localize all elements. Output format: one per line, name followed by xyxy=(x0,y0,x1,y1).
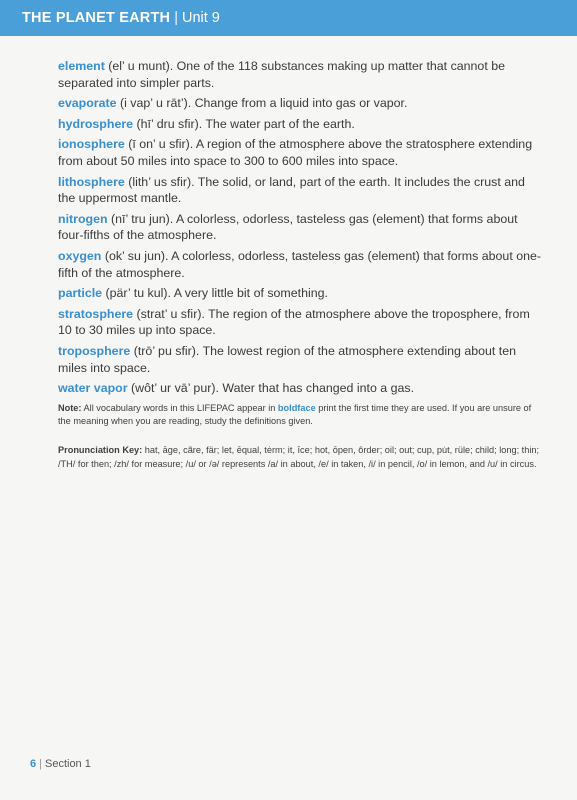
footer-separator: | xyxy=(39,758,42,770)
unit-title: THE PLANET EARTH xyxy=(22,10,171,26)
glossary-list xyxy=(58,58,543,401)
note-text-before: All vocabulary words in this LIFEPAC appear in xyxy=(81,403,278,414)
glossary-definition: (i vap’ u rāt’). Change from a liquid into gas or vapor. xyxy=(116,96,408,111)
unit-header-bar xyxy=(0,0,577,36)
glossary-definition: (trō’ pu sfir). The lowest region of the atmosphere extending about ten miles into space. xyxy=(58,343,517,375)
glossary-term: water vapor xyxy=(58,381,128,396)
note-text-after: print the first time they are used. If you are unsure of the meaning when you are reading, study the definitions given. xyxy=(58,403,532,427)
glossary-entry xyxy=(58,211,543,244)
page-number: 6 xyxy=(30,758,37,770)
glossary-entry xyxy=(58,306,543,339)
glossary-entry xyxy=(58,136,543,169)
glossary-entry xyxy=(58,116,543,133)
glossary-definition: (wôt’ ur vā’ pur). Water that has changed into a gas. xyxy=(127,381,415,396)
glossary-entry xyxy=(58,58,543,91)
unit-number: Unit 9 xyxy=(181,10,220,26)
glossary-term: hydrosphere xyxy=(58,116,134,131)
note-label: Note: xyxy=(58,403,82,414)
glossary-entry xyxy=(58,174,543,207)
glossary-entry xyxy=(58,95,543,112)
glossary-definition: (pär’ tu kul). A very little bit of something. xyxy=(102,286,328,301)
glossary-entry xyxy=(58,285,543,302)
glossary-definition: (ī on’ u sfir). A region of the atmosphere above the stratosphere extending from about 50 miles into space to 300 to 600 miles into space. xyxy=(58,137,533,168)
page-footer xyxy=(30,758,91,770)
section-label: Section 1 xyxy=(44,758,91,770)
glossary-term: ionosphere xyxy=(58,137,125,152)
pronunciation-text: hat, āge, cãre, fär; let, ēqual, tėrm; it, īce; hot, ōpen, ôrder; oil; out; cup, pu̇t, rüle; child; long; thin; /TH/ for then; /zh/ for measure; /u/ or /ə/ represents /a/ in about, /e/ in taken, /i/ in pencil, /o/ in lemon, and /u/ in circus. xyxy=(58,445,540,470)
pronunciation-label: Pronunciation Key: xyxy=(58,445,143,456)
header-separator: | xyxy=(174,10,178,26)
note-boldface-word: boldface xyxy=(277,403,316,414)
glossary-definition: (nī’ tru jun). A colorless, odorless, tasteless gas (element) that forms about four-fifths of the atmosphere. xyxy=(58,211,518,243)
glossary-term: lithosphere xyxy=(58,174,125,189)
glossary-term: particle xyxy=(58,286,103,301)
glossary-definition: (strat’ u sfir). The region of the atmosphere above the troposphere, from 10 to 30 miles up into space. xyxy=(58,306,530,338)
glossary-term: troposphere xyxy=(58,343,131,358)
glossary-definition: (ok’ su jun). A colorless, odorless, tasteless gas (element) that forms about one-fifth of the atmosphere. xyxy=(58,248,542,280)
glossary-entry xyxy=(58,380,543,397)
pronunciation-key xyxy=(58,443,543,471)
glossary-definition: (el’ u munt). One of the 118 substances making up matter that cannot be separated into simpler parts. xyxy=(58,59,505,90)
glossary-definition: (hī’ dru sfir). The water part of the earth. xyxy=(133,116,355,131)
glossary-term: nitrogen xyxy=(58,211,108,226)
glossary-entry xyxy=(58,343,543,376)
glossary-entry xyxy=(58,248,543,281)
glossary-term: element xyxy=(58,59,105,73)
glossary-term: evaporate xyxy=(58,96,117,111)
glossary-term: stratosphere xyxy=(58,306,134,321)
glossary-term: oxygen xyxy=(58,248,102,263)
glossary-definition: (lith’ us sfir). The solid, or land, part of the earth. It includes the crust and the uppermost mantle. xyxy=(58,174,525,206)
vocabulary-note xyxy=(58,402,543,428)
